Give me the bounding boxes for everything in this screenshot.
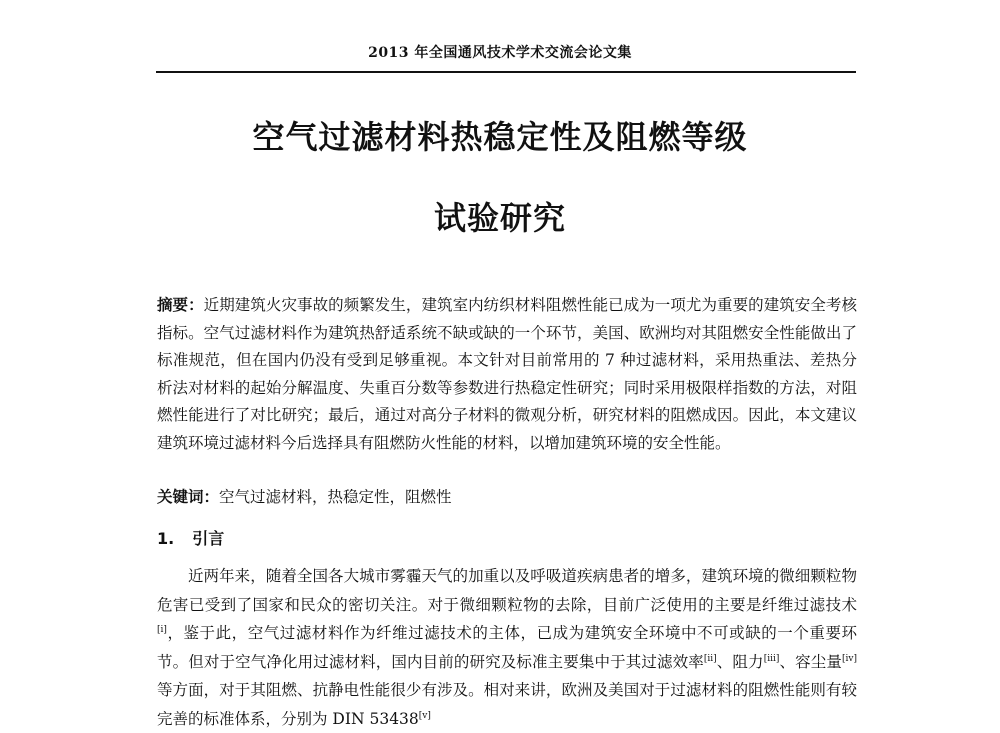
section-heading-introduction xyxy=(157,526,224,549)
header-rule xyxy=(156,71,856,73)
running-header: 2013 年全国通风技术学术交流会论文集 xyxy=(368,45,632,61)
section-number: 1. xyxy=(157,529,175,548)
paper-title-line-2: 试验研究 xyxy=(433,199,566,237)
intro-text-4: 、容尘量 xyxy=(779,652,842,671)
intro-text-3: 、阻力 xyxy=(716,652,764,671)
abstract xyxy=(157,292,857,457)
introduction-paragraph xyxy=(157,562,857,733)
keywords xyxy=(157,485,857,507)
citation-5: [v] xyxy=(418,710,431,721)
abstract-text: 近期建筑火灾事故的频繁发生，建筑室内纺织材料阻燃性能已成为一项尤为重要的建筑安全考核指标。空气过滤材料作为建筑热舒适系统不缺或缺的一个环节，美国、欧洲均对其阻燃安全性能做出了标准规范，但在国内仍没有受到足够重视。本文针对目前常用的 7 种过滤材料，采用热重法、差热分析法对材料的起始分解温度、失重百分数等参数进行热稳定性研究；同时采用极限样指数的方法，对阻燃性能进行了对比研究；最后，通过对高分子材料的微观分析，研究材料的阻燃成因。因此，本文建议建筑环境过滤材料今后选择具有阻燃防火性能的材料，以增加建筑环境的安全性能。 xyxy=(157,296,857,452)
keywords-label: 关键词： xyxy=(157,488,220,506)
keywords-text: 空气过滤材料，热稳定性，阻燃性 xyxy=(219,488,452,506)
citation-3: [iii] xyxy=(763,653,780,664)
abstract-label: 摘要： xyxy=(157,296,204,314)
intro-text-5: 等方面，对于其阻燃、抗静电性能很少有涉及。相对来讲，欧洲及美国对于过滤材料的阻燃性能则有较完善的标准体系，分别为 DIN 53438 xyxy=(157,681,857,728)
citation-4: [iv] xyxy=(842,653,857,664)
paper-title-line-1: 空气过滤材料热稳定性及阻燃等级 xyxy=(252,118,748,156)
intro-text-1: 近两年来，随着全国各大城市雾霾天气的加重以及呼吸道疾病患者的增多，建筑环境的微细颗粒物危害已受到了国家和民众的密切关注。对于微细颗粒物的去除，目前广泛使用的主要是纤维过滤技术 xyxy=(157,567,857,614)
intro-text-2: ，鉴于此，空气过滤材料作为纤维过滤技术的主体，已成为建筑安全环境中不可或缺的一个重要环节。但对于空气净化用过滤材料，国内目前的研究及标准主要集中于其过滤效率 xyxy=(157,624,857,671)
citation-2: [ii] xyxy=(703,653,717,664)
citation-1: [i] xyxy=(157,624,167,635)
section-title: 引言 xyxy=(192,529,225,548)
